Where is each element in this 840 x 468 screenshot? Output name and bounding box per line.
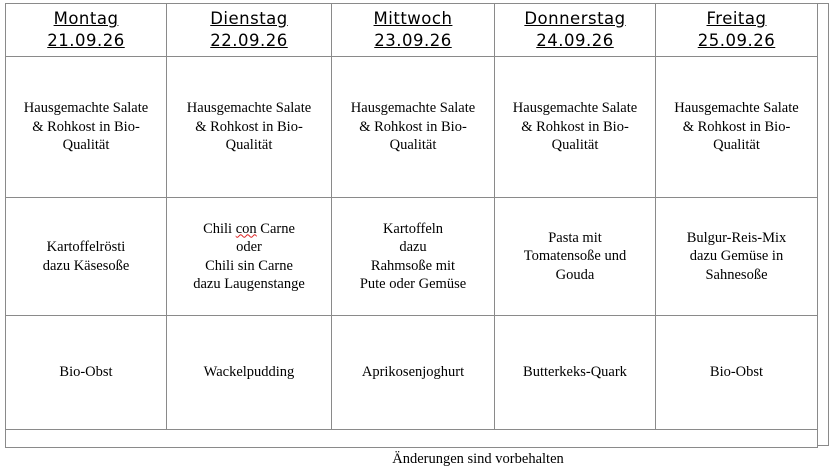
dessert-row xyxy=(6,316,818,430)
day-date: 21.09.26 xyxy=(47,31,125,50)
empty-row xyxy=(6,430,818,448)
day-date: 22.09.26 xyxy=(210,31,288,50)
table-edge-column xyxy=(817,3,829,446)
main-dish-cell: Bulgur-Reis-Mix dazu Gemüse in Sahnesoße xyxy=(656,198,818,316)
salad-cell: Hausgemachte Salate & Rohkost in Bio- Qualität xyxy=(6,57,167,198)
empty-cell xyxy=(6,430,818,448)
main-dish-cell: Pasta mit Tomatensoße und Gouda xyxy=(495,198,656,316)
day-date: 25.09.26 xyxy=(697,31,776,50)
main-dish-row xyxy=(6,198,818,316)
dessert-cell: Bio-Obst xyxy=(656,316,818,430)
dessert-cell: Butterkeks-Quark xyxy=(495,316,656,430)
day-date: 23.09.26 xyxy=(374,31,452,50)
main-dish-cell: Kartoffelrösti dazu Käsesoße xyxy=(6,198,167,316)
day-name: Dienstag xyxy=(210,9,288,28)
day-name: Montag xyxy=(53,9,119,28)
footer-note: Änderungen sind vorbehalten xyxy=(392,451,564,467)
day-name: Freitag xyxy=(706,9,767,28)
day-header-cell xyxy=(167,4,332,57)
dessert-cell: Wackelpudding xyxy=(167,316,332,430)
day-header-cell xyxy=(332,4,495,57)
salad-cell: Hausgemachte Salate & Rohkost in Bio- Qualität xyxy=(332,57,495,198)
day-header-cell xyxy=(495,4,656,57)
dessert-cell: Bio-Obst xyxy=(6,316,167,430)
day-date: 24.09.26 xyxy=(536,31,614,50)
header-row xyxy=(6,4,818,57)
main-dish-cell xyxy=(167,198,332,316)
spellcheck-word: con xyxy=(235,220,257,237)
day-header-cell xyxy=(6,4,167,57)
day-name: Mittwoch xyxy=(373,9,453,28)
salad-row xyxy=(6,57,818,198)
day-name: Donnerstag xyxy=(524,9,626,28)
menu-table xyxy=(5,3,818,448)
salad-cell: Hausgemachte Salate & Rohkost in Bio- Qualität xyxy=(167,57,332,198)
day-header-cell xyxy=(656,4,818,57)
main-dish-text: Chili xyxy=(203,220,236,237)
main-dish-text: Carne oder Chili sin Carne dazu Laugenstange xyxy=(193,220,305,292)
main-dish-cell: Kartoffeln dazu Rahmsoße mit Pute oder Gemüse xyxy=(332,198,495,316)
salad-cell: Hausgemachte Salate & Rohkost in Bio- Qualität xyxy=(495,57,656,198)
salad-cell: Hausgemachte Salate & Rohkost in Bio- Qualität xyxy=(656,57,818,198)
dessert-cell: Aprikosenjoghurt xyxy=(332,316,495,430)
